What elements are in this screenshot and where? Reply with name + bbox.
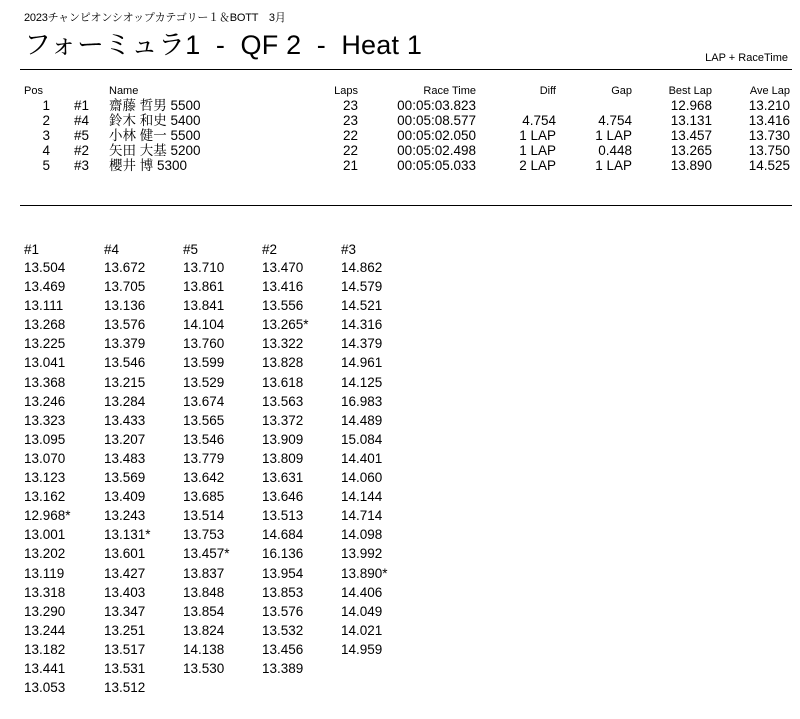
name-header: Name: [109, 85, 139, 97]
cell-diff: 4.754: [522, 113, 556, 128]
lap-time: 13.441: [24, 660, 66, 676]
cell-name: 小林 健一 5500: [109, 128, 201, 143]
cell-no: #1: [74, 98, 90, 113]
event-name: 2023チャンピオンシオップカテゴリー１＆BOTT 3月: [24, 12, 286, 24]
lap-time: 13.119: [24, 565, 65, 581]
cell-diff: 2 LAP: [519, 158, 556, 173]
lap-time: 14.125: [341, 374, 383, 390]
lap-time: 13.513: [262, 508, 304, 524]
lap-time: 13.403: [104, 584, 146, 600]
kart-number-header: [74, 85, 106, 98]
lap-time: 13.848: [183, 584, 225, 600]
cell-gap: 1 LAP: [595, 158, 632, 173]
lap-time: 13.841: [183, 298, 225, 314]
best-lap-header: Best Lap: [668, 85, 712, 97]
cell-race-time: 00:05:05.033: [397, 158, 476, 173]
cell-gap: 1 LAP: [595, 128, 632, 143]
lap-time: 16.136: [262, 546, 304, 562]
lap-column: [104, 242, 151, 697]
name-column: [109, 85, 279, 173]
lap-time: 13.828: [262, 355, 304, 371]
lap-time: 14.961: [341, 355, 383, 371]
cell-laps: 22: [342, 128, 358, 143]
race-time-column: [366, 85, 476, 173]
lap-time: 13.546: [183, 431, 225, 447]
lap-time: 14.138: [183, 641, 225, 657]
best-lap-column: [650, 85, 712, 173]
lap-driver-header: #1: [24, 242, 40, 257]
cell-pos: 4: [42, 143, 50, 158]
lap-time: 13.512: [104, 680, 146, 696]
lap-time: 13.517: [104, 641, 146, 657]
lap-time: 13.705: [104, 279, 146, 295]
lap-time: 14.316: [341, 317, 383, 333]
lap-time: 13.837: [183, 565, 225, 581]
lap-time: 13.457*: [183, 546, 230, 562]
lap-time: 13.368: [24, 374, 66, 390]
lap-time: 13.710: [183, 260, 225, 275]
lap-time: 13.565: [183, 412, 225, 428]
lap-time: 14.521: [341, 298, 383, 314]
ave-lap-column: [728, 85, 790, 173]
cell-laps: 23: [342, 98, 358, 113]
lap-time: 13.809: [262, 450, 304, 466]
lap-time: 13.053: [24, 680, 66, 696]
cell-diff: 1 LAP: [519, 143, 556, 158]
lap-time: 13.672: [104, 260, 146, 275]
cell-best-lap: 13.131: [670, 113, 712, 128]
lap-time: 13.182: [24, 641, 66, 657]
lap-time: 13.530: [183, 660, 225, 676]
diff-header: Diff: [539, 85, 556, 97]
lap-time: 13.529: [183, 374, 225, 390]
lap-time: 13.760: [183, 336, 225, 352]
cell-gap: [576, 98, 632, 113]
lap-time: 12.968*: [24, 508, 71, 524]
pos-column: [24, 85, 50, 173]
lap-time: 13.131*: [104, 527, 151, 543]
lap-time: 13.642: [183, 470, 225, 486]
lap-time: 14.714: [341, 508, 383, 524]
cell-best-lap: 12.968: [670, 98, 712, 113]
cell-ave-lap: 13.416: [748, 113, 790, 128]
cell-laps: 22: [342, 143, 358, 158]
lap-time: 14.862: [341, 260, 383, 275]
lap-time: 14.684: [262, 527, 304, 543]
diff-column: [500, 85, 556, 173]
lap-time: 14.406: [341, 584, 383, 600]
lap-time: 13.576: [104, 317, 146, 333]
lap-time: 14.098: [341, 527, 383, 543]
cell-ave-lap: 13.750: [748, 143, 790, 158]
lap-time: 13.095: [24, 431, 66, 447]
lap-time: 13.041: [24, 355, 66, 371]
cell-diff: [500, 98, 556, 113]
race-title: フォーミュラ1 - QF 2 - Heat 1: [24, 30, 423, 60]
ave-lap-header: Ave Lap: [749, 85, 790, 97]
lap-time: 13.162: [24, 489, 66, 505]
lap-time: 14.579: [341, 279, 383, 295]
lap-time: 13.290: [24, 603, 66, 619]
lap-time: 13.531: [104, 660, 146, 676]
cell-name: 櫻井 博 5300: [109, 158, 188, 173]
cell-diff: 1 LAP: [519, 128, 556, 143]
lap-driver-header: #4: [104, 242, 120, 257]
lap-time: 14.489: [341, 412, 383, 428]
lap-time: 13.599: [183, 355, 225, 371]
lap-time: 13.202: [24, 546, 66, 562]
cell-pos: 3: [42, 128, 50, 143]
laps-header: Laps: [334, 85, 358, 97]
lap-time: 13.532: [262, 622, 304, 638]
lap-driver-header: #2: [262, 242, 278, 257]
lap-time: 13.890*: [341, 565, 388, 581]
lap-time: 14.021: [341, 622, 383, 638]
cell-no: #5: [74, 128, 90, 143]
cell-pos: 1: [42, 98, 50, 113]
lap-time: 13.136: [104, 298, 146, 314]
lap-time: 13.556: [262, 298, 304, 314]
lap-time: 13.001: [24, 527, 66, 543]
cell-laps: 23: [342, 113, 358, 128]
lap-time: 13.389: [262, 660, 304, 676]
cell-no: #4: [74, 113, 90, 128]
cell-pos: 5: [42, 158, 50, 173]
lap-time: 13.861: [183, 279, 225, 295]
cell-ave-lap: 13.730: [748, 128, 790, 143]
lap-time: 13.268: [24, 317, 66, 333]
laps-column: [318, 85, 358, 173]
lap-time: 13.246: [24, 393, 66, 409]
cell-best-lap: 13.890: [670, 158, 712, 173]
lap-time: 13.909: [262, 431, 304, 447]
lap-time: 13.618: [262, 374, 304, 390]
lap-time: 13.427: [104, 565, 146, 581]
lap-time: 13.601: [104, 546, 146, 562]
cell-pos: 2: [42, 113, 50, 128]
report-type: LAP + RaceTime: [705, 52, 788, 64]
cell-gap: 4.754: [598, 113, 632, 128]
cell-ave-lap: 14.525: [748, 158, 790, 173]
lap-time: 13.265*: [262, 317, 309, 333]
lap-time: 13.853: [262, 584, 304, 600]
gap-header: Gap: [611, 85, 632, 97]
lap-time: 13.631: [262, 470, 304, 486]
lap-time: 13.070: [24, 450, 66, 466]
lap-time: 13.409: [104, 489, 146, 505]
lap-time: 15.084: [341, 431, 383, 447]
lap-column: [183, 242, 230, 678]
lap-time: 13.954: [262, 565, 304, 581]
gap-column: [576, 85, 632, 173]
cell-gap: 0.448: [598, 143, 632, 158]
lap-time: 13.347: [104, 603, 146, 619]
lap-time: 13.646: [262, 489, 304, 505]
lap-time: 13.674: [183, 393, 225, 409]
lap-time: 13.207: [104, 431, 146, 447]
lap-time: 13.563: [262, 393, 304, 409]
lap-time: 13.824: [183, 622, 225, 638]
lap-time: 13.779: [183, 450, 225, 466]
lap-time: 13.514: [183, 508, 225, 524]
results-divider: [20, 205, 792, 206]
lap-time: 13.546: [104, 355, 146, 371]
lap-time: 13.992: [341, 546, 383, 562]
cell-best-lap: 13.265: [670, 143, 712, 158]
lap-time: 14.401: [341, 450, 383, 466]
lap-time: 13.243: [104, 508, 146, 524]
cell-no: #3: [74, 158, 90, 173]
cell-laps: 21: [342, 158, 358, 173]
cell-no: #2: [74, 143, 90, 158]
lap-time: 13.433: [104, 412, 146, 428]
lap-time: 14.144: [341, 489, 383, 505]
lap-time: 13.416: [262, 279, 304, 295]
lap-time: 13.111: [24, 298, 64, 314]
lap-time: 13.470: [262, 260, 304, 275]
lap-time: 13.569: [104, 470, 146, 486]
cell-name: 鈴木 和史 5400: [109, 113, 201, 128]
lap-time: 13.322: [262, 336, 304, 352]
lap-driver-header: #5: [183, 242, 199, 257]
lap-time: 14.104: [183, 317, 225, 333]
lap-time: 13.469: [24, 279, 66, 295]
lap-time: 13.576: [262, 603, 304, 619]
lap-time: 13.685: [183, 489, 225, 505]
cell-race-time: 00:05:03.823: [397, 98, 476, 113]
cell-ave-lap: 13.210: [748, 98, 790, 113]
cell-race-time: 00:05:02.050: [397, 128, 476, 143]
lap-time: 13.215: [104, 374, 146, 390]
lap-time: 13.251: [104, 622, 146, 638]
kart-number-column: [74, 85, 106, 173]
cell-race-time: 00:05:02.498: [397, 143, 476, 158]
lap-column: [262, 242, 309, 678]
lap-time: 13.456: [262, 641, 304, 657]
lap-time: 13.225: [24, 336, 66, 352]
cell-race-time: 00:05:08.577: [397, 113, 476, 128]
cell-best-lap: 13.457: [670, 128, 712, 143]
lap-time: 14.060: [341, 470, 383, 486]
lap-time: 13.372: [262, 412, 304, 428]
lap-time: 13.318: [24, 584, 66, 600]
lap-column: [341, 242, 388, 659]
lap-time: 14.959: [341, 641, 383, 657]
lap-time: 13.483: [104, 450, 146, 466]
lap-time: 14.379: [341, 336, 383, 352]
header-divider: [20, 69, 792, 70]
pos-header: Pos: [24, 85, 43, 97]
lap-time: 13.504: [24, 260, 66, 275]
lap-time: 13.379: [104, 336, 146, 352]
cell-name: 齋藤 哲男 5500: [109, 98, 201, 113]
lap-time: 13.284: [104, 393, 146, 409]
lap-time: 13.244: [24, 622, 66, 638]
cell-name: 矢田 大基 5200: [109, 143, 201, 158]
race-time-header: Race Time: [423, 85, 476, 97]
lap-time: 16.983: [341, 393, 383, 409]
lap-time: 13.123: [24, 470, 66, 486]
lap-time: 13.323: [24, 412, 66, 428]
lap-time: 13.753: [183, 527, 225, 543]
lap-time: 14.049: [341, 603, 383, 619]
lap-time: 13.854: [183, 603, 225, 619]
lap-column: [24, 242, 71, 697]
lap-driver-header: #3: [341, 242, 357, 257]
